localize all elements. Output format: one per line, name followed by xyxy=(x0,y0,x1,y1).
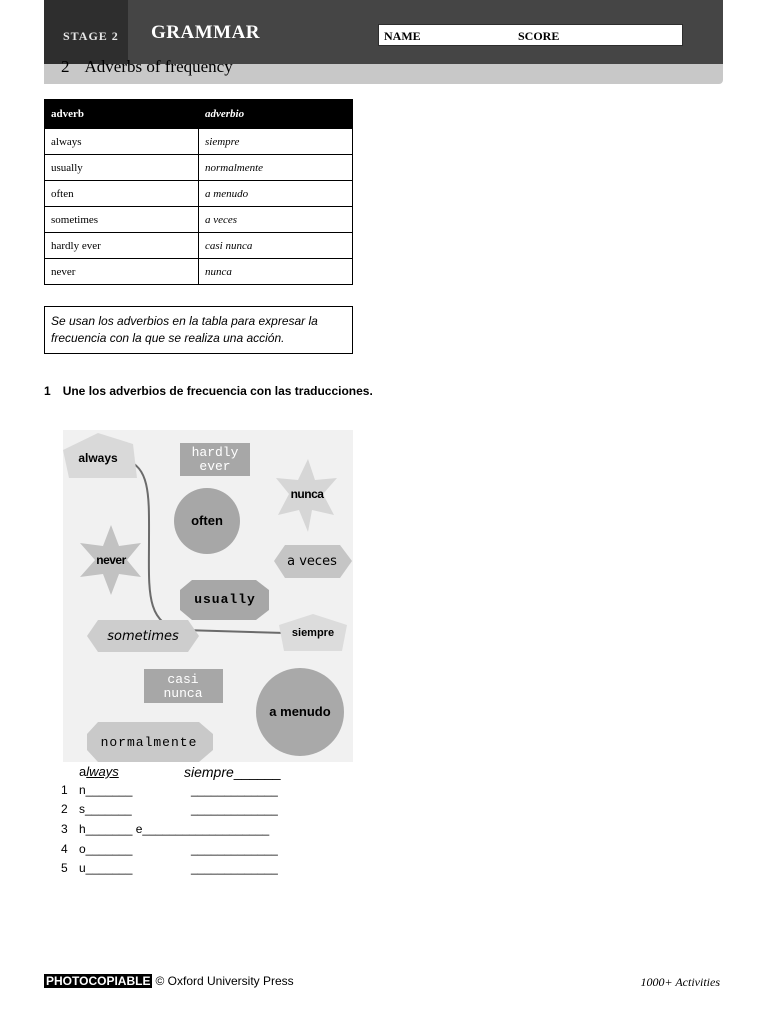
table-cell-adverbio: casi nunca xyxy=(199,233,353,259)
answer-number: 1 xyxy=(61,783,68,797)
section-number: 2 xyxy=(61,57,70,76)
answer-number: 3 xyxy=(61,822,68,836)
table-row xyxy=(45,233,353,259)
shape-label-often: often xyxy=(191,513,223,528)
table-row xyxy=(45,207,353,233)
table-cell-adverb: sometimes xyxy=(45,207,199,233)
shape-normalmente[interactable] xyxy=(87,722,213,762)
shape-label-usually: usually xyxy=(194,592,256,607)
grammar-note: Se usan los adverbios en la tabla para expresar la frecuencia con la que se realiza una acción. xyxy=(44,306,353,354)
stage-label: STAGE 2 xyxy=(63,29,119,43)
footer-right: 1000+ Activities xyxy=(640,975,720,989)
section-title-text: Adverbs of frequency xyxy=(84,57,233,76)
table-cell-adverbio: a veces xyxy=(199,207,353,233)
answer-number: 4 xyxy=(61,842,68,856)
answer-left[interactable]: u_______ xyxy=(79,861,133,875)
table-cell-adverb: hardly ever xyxy=(45,233,199,259)
table-header-row xyxy=(45,100,353,129)
shape-label-ever: ever xyxy=(199,459,231,474)
answer-left[interactable]: s_______ xyxy=(79,802,132,816)
table-cell-adverb: always xyxy=(45,129,199,155)
example-left xyxy=(79,764,119,779)
adverb-table xyxy=(44,99,353,285)
table-cell-adverbio: a menudo xyxy=(199,181,353,207)
grammar-title: GRAMMAR xyxy=(151,22,261,43)
shape-always[interactable] xyxy=(63,433,137,478)
table-row xyxy=(45,259,353,285)
example-right-line: ______ xyxy=(233,764,281,780)
exercise-instruction-text: Une los adverbios de frecuencia con las traducciones. xyxy=(62,384,373,398)
table-cell-adverbio: normalmente xyxy=(199,155,353,181)
shape-label-never: never xyxy=(96,553,126,567)
example-handwritten: lways xyxy=(86,764,119,779)
shape-label-casi: casi xyxy=(167,672,199,687)
table-row xyxy=(45,129,353,155)
shape-label-sometimes: sometimes xyxy=(107,629,179,644)
score-label: SCORE xyxy=(518,29,560,43)
table-cell-adverb: usually xyxy=(45,155,199,181)
table-row xyxy=(45,181,353,207)
answer-right[interactable]: _____________ xyxy=(191,842,278,856)
footer-left xyxy=(44,974,294,988)
answer-number: 2 xyxy=(61,802,68,816)
table-cell-adverb: never xyxy=(45,259,199,285)
answer-left[interactable]: o_______ xyxy=(79,842,133,856)
shape-label-a-menudo: a menudo xyxy=(269,704,331,719)
answer-right[interactable]: _____________ xyxy=(191,783,278,797)
table-cell-adverbio: nunca xyxy=(199,259,353,285)
shape-nunca[interactable] xyxy=(276,459,337,532)
table-cell-adverb: often xyxy=(45,181,199,207)
answer-left[interactable]: n_______ xyxy=(79,783,133,797)
shape-never[interactable] xyxy=(80,525,141,595)
shape-label-casi-nunca-2: nunca xyxy=(163,686,203,701)
photocopiable-badge: PHOTOCOPIABLE xyxy=(46,974,151,988)
name-score-box[interactable] xyxy=(378,24,683,46)
table-cell-adverbio: siempre xyxy=(199,129,353,155)
exercise-number: 1 xyxy=(44,384,51,398)
table-header-adverbio: adverbio xyxy=(199,100,353,129)
exercise-instruction xyxy=(44,384,373,398)
shape-sometimes[interactable] xyxy=(87,620,199,652)
answer-left[interactable]: h_______ e___________________ xyxy=(79,822,270,836)
shape-label-siempre: siempre xyxy=(291,627,335,639)
section-title xyxy=(61,57,233,77)
shape-label-nunca: nunca xyxy=(290,487,324,501)
shape-hardly-ever[interactable] xyxy=(180,443,250,476)
answer-number: 5 xyxy=(61,861,68,875)
shape-usually[interactable] xyxy=(180,580,269,620)
example-right-text: siempre xyxy=(184,764,234,780)
shape-siempre[interactable] xyxy=(279,614,347,651)
name-label: NAME xyxy=(384,29,421,43)
shape-label-hardly: hardly xyxy=(191,445,239,460)
shape-a-menudo[interactable] xyxy=(256,668,344,756)
publisher-credit: © Oxford University Press xyxy=(155,974,294,988)
example-right xyxy=(184,764,281,780)
shape-label-normalmente: normalmente xyxy=(100,735,198,750)
shape-a-veces[interactable] xyxy=(274,545,352,578)
shape-often[interactable] xyxy=(174,488,240,554)
table-row xyxy=(45,155,353,181)
answer-right[interactable]: _____________ xyxy=(191,861,278,875)
table-header-adverb: adverb xyxy=(45,100,199,129)
shape-label-a-veces: a veces xyxy=(287,554,337,569)
matching-illustration xyxy=(63,430,353,762)
matching-svg xyxy=(63,430,353,762)
shape-label-always: always xyxy=(78,451,118,465)
example-prefix: a xyxy=(79,764,87,779)
answer-right[interactable]: _____________ xyxy=(191,802,278,816)
shape-casi-nunca[interactable] xyxy=(144,669,223,703)
